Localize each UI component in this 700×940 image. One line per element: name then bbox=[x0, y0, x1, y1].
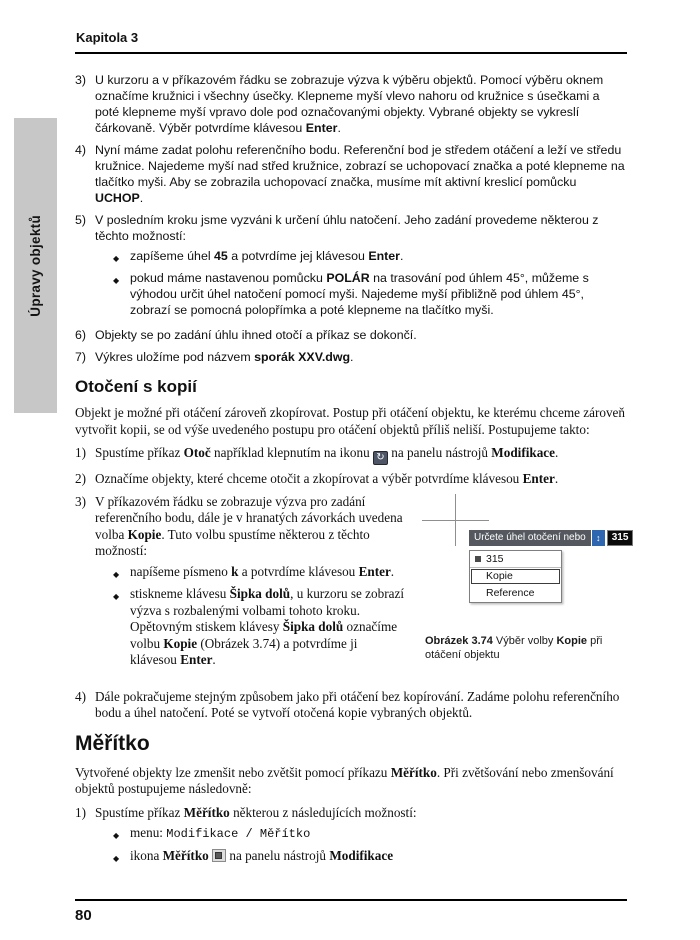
step-number: 4) bbox=[75, 143, 87, 157]
bullet-item bbox=[113, 270, 627, 318]
paragraph: Vytvořené objekty lze zmenšit nebo zvětšit pomocí příkazu Měřítko. Při zvětšování nebo zmenšování objektů postupujeme následovně: bbox=[75, 764, 614, 796]
angle-value-field: 315 bbox=[607, 530, 634, 546]
chapter-header: Kapitola 3 bbox=[76, 30, 139, 45]
step-text-post: na panelu nástrojů Modifikace. bbox=[388, 445, 559, 460]
dropdown-option-label: 315 bbox=[486, 552, 504, 565]
step-number: 2) bbox=[75, 471, 86, 486]
dynamic-input-badge-icon: ↕ bbox=[592, 530, 605, 546]
header-rule bbox=[75, 52, 627, 54]
tooltip-label: Určete úhel otočení nebo bbox=[469, 530, 591, 546]
section-heading-rotate-copy: Otočení s kopií bbox=[75, 377, 197, 396]
bullet-text-post: na panelu nástrojů Modifikace bbox=[226, 847, 394, 863]
step-item bbox=[75, 471, 627, 488]
bullet-item bbox=[113, 848, 627, 868]
dropdown-option-label: Kopie bbox=[486, 570, 513, 582]
step-text: Objekty se po zadání úhlu ihned otočí a příkaz se dokončí. bbox=[95, 328, 417, 342]
step-item bbox=[75, 689, 627, 722]
dropdown-option bbox=[470, 585, 561, 602]
step-item bbox=[75, 445, 627, 465]
step-number: 6) bbox=[75, 328, 87, 342]
bullet-text: zapíšeme úhel 45 a potvrdíme jej klávesou Enter. bbox=[130, 249, 404, 263]
crosshair-horizontal bbox=[422, 520, 489, 521]
page-content bbox=[75, 72, 627, 876]
bullet-item bbox=[113, 564, 405, 584]
step-text: V příkazovém řádku se zobrazuje výzva pro zadání referenčního bodu, dále je v hranatých závorkách uvedena volba Kopie. Tuto volbu spustíme některou z těchto možností: bbox=[95, 493, 403, 558]
dynamic-input-tooltip bbox=[469, 530, 633, 546]
step-item bbox=[75, 212, 627, 321]
step-text-pre: Spustíme příkaz Otoč například klepnutím na ikonu bbox=[95, 445, 373, 460]
step-text: Dále pokračujeme stejným způsobem jako při otáčení bez kopírování. Zadáme polohu referenčního bodu a úhel natočení. Poté se vytvoří otočená kopie vybraných objektů. bbox=[95, 688, 620, 720]
step-with-figure-row bbox=[75, 494, 627, 689]
page-number: 80 bbox=[75, 907, 92, 924]
bullet-text-pre: ikona Měřítko bbox=[130, 847, 209, 863]
step-text: Spustíme příkaz Měřítko některou z následujících možností: bbox=[95, 804, 417, 820]
step-text: U kurzoru a v příkazovém řádku se zobrazuje výzva k výběru objektů. Pomocí výběru oknem označíme kružnici i všechny úsečky. Klepneme myší vlevo nahoru od kružnice s úsečkami a poté klepneme myší vpravo dole pod označovanými objekty. Vybrané objekty se vykreslí čárkovaně. Výběr potvrdíme klávesou Enter. bbox=[95, 73, 604, 135]
diamond-bullet-icon: ◆ bbox=[113, 853, 120, 863]
step-text bbox=[95, 445, 627, 465]
bullet-text: menu: Modifikace / Měřítko bbox=[130, 825, 311, 841]
step-text: Výkres uložíme pod názvem sporák XXV.dwg. bbox=[95, 350, 354, 364]
scale-tool-icon bbox=[212, 849, 226, 862]
figure-caption: Obrázek 3.74 Výběr volby Kopie při otáčení objektu bbox=[425, 634, 603, 661]
diamond-bullet-icon: ◆ bbox=[113, 569, 120, 579]
step-item bbox=[75, 494, 405, 672]
figure-dynamic-input bbox=[405, 494, 627, 689]
step-number: 4) bbox=[75, 688, 86, 704]
diamond-bullet-icon: ◆ bbox=[113, 592, 120, 601]
paragraph: Objekt je možné při otáčení zároveň zkopírovat. Postup při otáčení objektu, ke kterému chceme zároveň vytvořit kopii, se od výše uvedeného postupu pro otáčení objektů příliš neliší. Postupujeme takto: bbox=[75, 405, 626, 437]
bullet-text: stiskneme klávesu Šipka dolů, u kurzoru se zobrazí výzva s rozbalenými volbami tohoto kroku. Opětovným stiskem klávesy Šipka dolů označíme volbu Kopie (Obrázek 3.74) a potvrdíme ji klávesou Enter. bbox=[130, 586, 404, 667]
sidebar-tab-label: Úpravy objektů bbox=[28, 214, 43, 317]
bullet-item bbox=[113, 825, 627, 845]
bullet-text: napíšeme písmeno k a potvrdíme klávesou Enter. bbox=[130, 563, 395, 579]
dropdown-option-label: Reference bbox=[486, 587, 535, 599]
step-item bbox=[75, 142, 627, 206]
step-number: 7) bbox=[75, 350, 87, 364]
step-item bbox=[75, 72, 627, 136]
step-text: V posledním kroku jsme vyzváni k určení úhlu natočení. Jeho zadání provedeme některou z těchto možností: bbox=[95, 213, 599, 243]
step-number: 1) bbox=[75, 804, 86, 820]
step-item bbox=[75, 349, 627, 365]
step-number: 5) bbox=[75, 213, 87, 227]
step-text: Nyní máme zadat polohu referenčního bodu. Referenční bod je středem otáčení a leží ve středu kružnice. Najedeme myší nad střed kružnice, zobrazí se uchopovací značka a poté klepneme na tlačítko myši. Aby se zobrazila uchopovací značka, musíme mít aktivní kreslicí pomůcku UCHOP. bbox=[95, 143, 625, 205]
dropdown-option bbox=[470, 568, 561, 585]
step-item bbox=[75, 327, 627, 343]
rotate-tool-icon: ↻ bbox=[373, 451, 388, 465]
step-item bbox=[75, 805, 627, 871]
bullet-text: pokud máme nastavenou pomůcku POLÁR na trasování pod úhlem 45°, můžeme s výhodou určit úhel natočení pomocí myši. Najedeme myší přibližně pod úhlem 45°, zobrazí se pomocná polopřímka a poté klepneme na tlačítko myši. bbox=[130, 271, 589, 317]
footer-rule bbox=[75, 899, 627, 901]
diamond-bullet-icon: ◆ bbox=[113, 831, 120, 840]
bullet-item bbox=[113, 586, 405, 669]
step-number: 3) bbox=[75, 493, 86, 509]
diamond-bullet-icon: ◆ bbox=[113, 276, 120, 285]
diamond-bullet-icon: ◆ bbox=[113, 254, 120, 263]
step-number: 3) bbox=[75, 73, 87, 87]
option-marker-icon bbox=[475, 556, 486, 562]
section-heading-scale: Měřítko bbox=[75, 731, 150, 755]
sidebar-tab bbox=[14, 118, 57, 413]
bullet-text bbox=[130, 848, 393, 868]
bullet-item bbox=[113, 248, 627, 267]
step-text: Označíme objekty, které chceme otočit a zkopírovat a výběr potvrdíme klávesou Enter. bbox=[95, 471, 559, 486]
options-dropdown bbox=[469, 550, 562, 603]
dropdown-option bbox=[470, 551, 561, 568]
step-number: 1) bbox=[75, 445, 86, 460]
